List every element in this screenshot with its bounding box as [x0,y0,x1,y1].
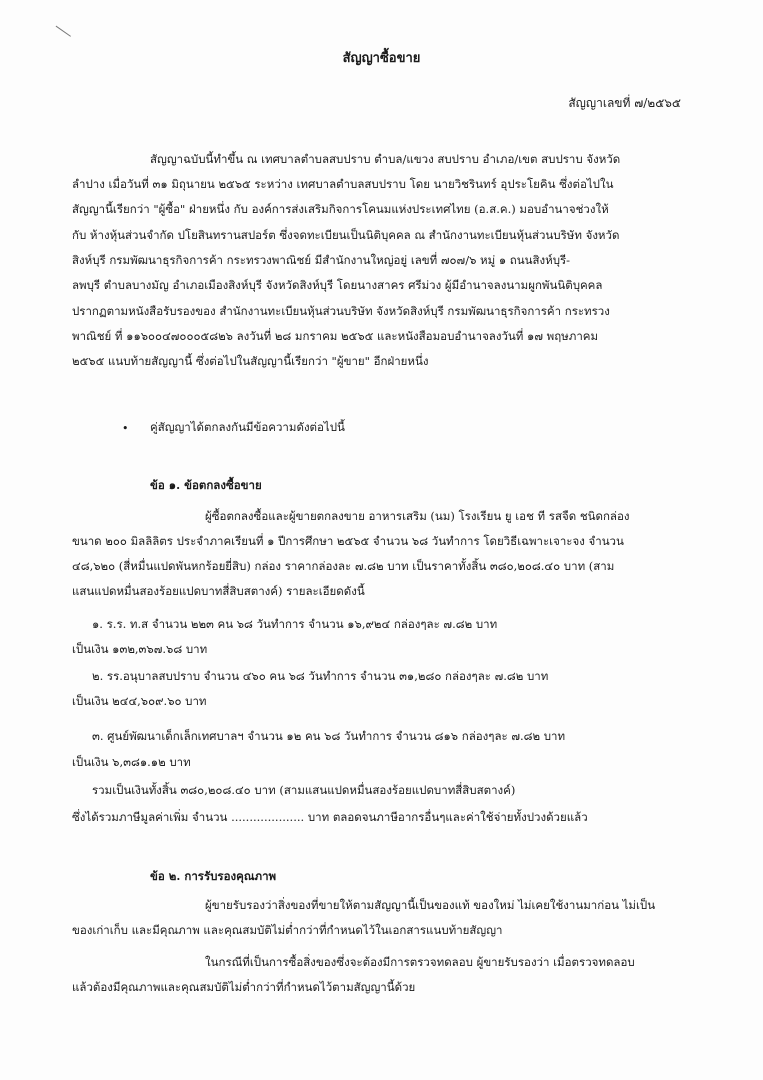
section-1-line: ขนาด ๒๐๐ มิลลิลิตร ประจำภาคเรียนที่ ๑ ปีการศึกษา ๒๕๖๕ จำนวน ๖๘ วันทำการ โดยวิธีเฉพาะเจาะจง จำนวน [72,534,624,548]
total-line: รวมเป็นเงินทั้งสิ้น ๓๘๐,๒๐๘.๔๐ บาท (สามแสนแปดหมื่นสองร้อยแปดบาทสี่สิบสตางค์) [92,783,516,797]
preamble-line: สัญญาฉบับนี้ทำขึ้น ณ เทศบาลตำบลสบปราบ ตำบล/แขวง สบปราบ อำเภอ/เขต สบปราบ จังหวัด [150,152,621,166]
vat-line: ซึ่งได้รวมภาษีมูลค่าเพิ่ม จำนวน .................... บาท ตลอดจนภาษีอากรอื่นๆและค่าใช้จ่ายทั้งปวงด้วยแล้ว [72,810,588,824]
scan-mark [51,26,71,44]
preamble-line: กับ ห้างหุ้นส่วนจำกัด ปโยสินทรานสปอร์ต ซึ่งจดทะเบียนเป็นนิติบุคคล ณ สำนักงานทะเบียนหุ้นส่วนบริษัท จังหวัด [72,228,620,242]
preamble-line: สัญญานี้เรียกว่า "ผู้ซื้อ" ฝ่ายหนึ่ง กับ องค์การส่งเสริมกิจการโคนมแห่งประเทศไทย (อ.ส.ค.) มอบอำนาจช่วงให้ [72,202,609,216]
section-1-line: แสนแปดหมื่นสองร้อยแปดบาทสี่สิบสตางค์) รายละเอียดดังนี้ [72,584,365,598]
item-amount: เป็นเงิน ๒๔๔,๖๐๙.๖๐ บาท [72,694,207,708]
item-line: ๓. ศูนย์พัฒนาเด็กเล็กเทศบาลฯ จำนวน ๑๒ คน ๖๘ วันทำการ จำนวน ๘๑๖ กล่องๆละ ๗.๘๒ บาท [92,729,566,743]
section-2-line: ผู้ขายรับรองว่าสิ่งของที่ขายให้ตามสัญญานี้เป็นของแท้ ของใหม่ ไม่เคยใช้งานมาก่อน ไม่เป็น [205,898,656,912]
section-2-line: แล้วต้องมีคุณภาพและคุณสมบัติไม่ต่ำกว่าที่กำหนดไว้ตามสัญญานี้ด้วย [72,980,416,994]
section-1-line: ๔๘,๖๒๐ (สี่หมื่นแปดพันหกร้อยยี่สิบ) กล่อง ราคากล่องละ ๗.๘๒ บาท เป็นราคาทั้งสิ้น ๓๘๐,๒๐๘.๔๐ บาท (สาม [72,559,615,573]
section-2-heading: ข้อ ๒. การรับรองคุณภาพ [150,869,277,883]
item-line: ๑. ร.ร. ท.ส จำนวน ๒๒๓ คน ๖๘ วันทำการ จำนวน ๑๖,๙๒๔ กล่องๆละ ๗.๘๒ บาท [92,617,498,631]
preamble-line: ลำปาง เมื่อวันที่ ๓๑ มิถุนายน ๒๕๖๕ ระหว่าง เทศบาลตำบลสบปราบ โดย นายวิชรินทร์ อุประโยคิน ซึ่งต่อไปใน [72,177,614,191]
preamble-line: สิงห์บุรี กรมพัฒนาธุรกิจการค้า กระทรวงพาณิชย์ มีสำนักงานใหญ่อยู่ เลขที่ ๗๐๗/๖ หมู่ ๑ ถนนสิงห์บุรี- [72,253,571,267]
preamble-line: พาณิชย์ ที่ ๑๑๖๐๐๔๗๐๐๐๕๘๒๖ ลงวันที่ ๒๘ มกราคม ๒๕๖๕ และหนังสือมอบอำนาจลงวันที่ ๑๗ พฤษภาคม [72,329,599,343]
preamble-line: ลพบุรี ตำบลบางมัญ อำเภอเมืองสิงห์บุรี จังหวัดสิงห์บุรี โดยนางสาคร ศรีม่วง ผู้มีอำนาจลงนามผูกพันนิติบุคคล [72,278,603,292]
contract-number: สัญญาเลขที่ ๗/๒๕๖๕ [568,96,681,110]
section-1-line: ผู้ซื้อตกลงซื้อและผู้ขายตกลงขาย อาหารเสริม (นม) โรงเรียน ยู เอช ที รสจืด ชนิดกล่อง [205,509,630,523]
item-line: ๒. รร.อนุบาลสบปราบ จำนวน ๔๖๐ คน ๖๘ วันทำการ จำนวน ๓๑,๒๘๐ กล่องๆละ ๗.๘๒ บาท [92,669,549,683]
preamble-line: ปรากฏตามหนังสือรับรองของ สำนักงานทะเบียนหุ้นส่วนบริษัท จังหวัดสิงห์บุรี กรมพัฒนาธุรกิจการค้า กระทรวง [72,304,610,318]
item-amount: เป็นเงิน ๑๓๒,๓๖๗.๖๘ บาท [72,642,208,656]
section-2-line: ในกรณีที่เป็นการซื้อสิ่งของซึ่งจะต้องมีการตรวจทดลอบ ผู้ขายรับรองว่า เมื่อตรวจทดลอบ [205,955,635,969]
bullet-dot: • [122,422,129,435]
section-2-line: ของเก่าเก็บ และมีคุณภาพ และคุณสมบัติไม่ต่ำกว่าที่กำหนดไว้ในเอกสารแนบท้ายสัญญา [72,923,503,937]
item-amount: เป็นเงิน ๖,๓๘๑.๑๒ บาท [72,755,191,769]
section-1-heading: ข้อ ๑. ข้อตกลงซื้อขาย [150,478,262,492]
agreement-line: คู่สัญญาได้ตกลงกันมีข้อความดังต่อไปนี้ [150,420,345,434]
document-title: สัญญาซื้อขาย [342,51,421,66]
preamble-line: ๒๕๖๕ แนบท้ายสัญญานี้ ซึ่งต่อไปในสัญญานี้เรียกว่า "ผู้ขาย" อีกฝ่ายหนึ่ง [72,354,429,368]
